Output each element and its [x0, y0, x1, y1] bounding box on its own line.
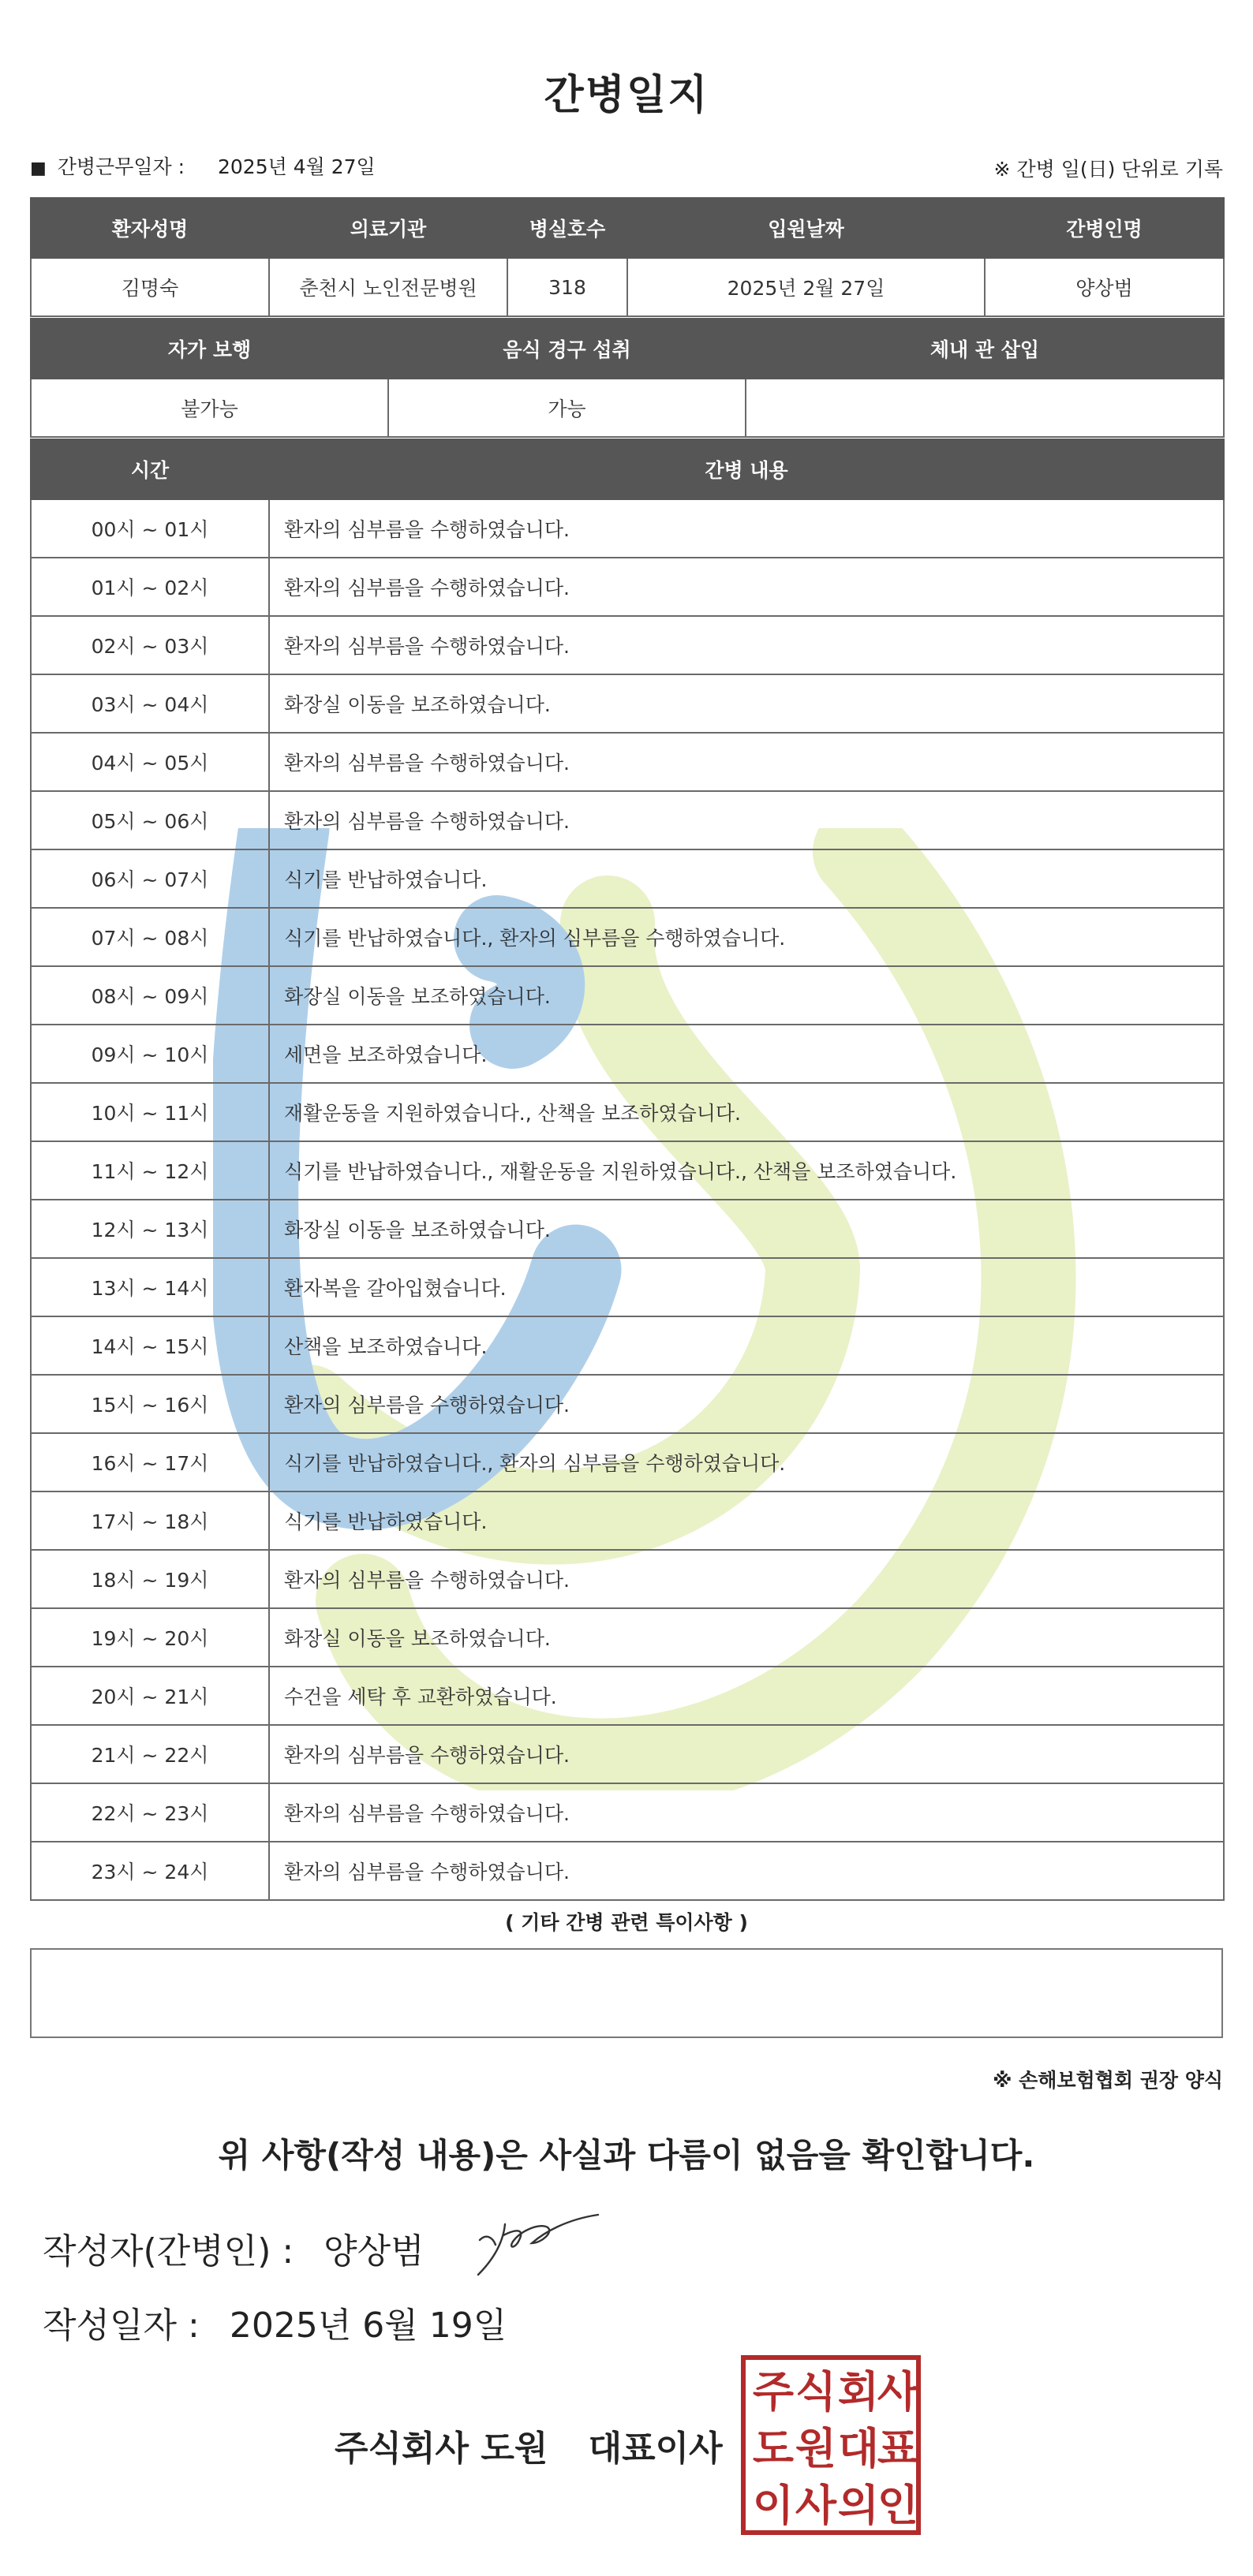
- written-date-value: 2025년 6월 19일: [229, 2305, 507, 2346]
- log-row: [31, 1433, 1224, 1491]
- writer-name: 양상범: [324, 2231, 425, 2272]
- log-row: [31, 908, 1224, 966]
- log-row: [31, 1491, 1224, 1550]
- log-content: 환자복을 갈아입혔습니다.: [269, 1258, 1224, 1316]
- log-row: [31, 966, 1224, 1025]
- log-content: 환자의 심부름을 수행하였습니다.: [269, 558, 1224, 616]
- log-content: 식기를 반납하였습니다., 환자의 심부름을 수행하였습니다.: [269, 1433, 1224, 1491]
- admission-date: 2025년 2월 27일: [627, 258, 985, 316]
- log-body: [31, 499, 1224, 1900]
- log-row: [31, 1375, 1224, 1433]
- svg-text:의: 의: [837, 2481, 880, 2530]
- log-time: 08시 ~ 09시: [31, 966, 269, 1025]
- log-content: 세면을 보조하였습니다.: [269, 1025, 1224, 1083]
- patient-name: 김명숙: [31, 258, 269, 316]
- log-time: 22시 ~ 23시: [31, 1783, 269, 1842]
- log-time: 19시 ~ 20시: [31, 1608, 269, 1667]
- log-time: 16시 ~ 17시: [31, 1433, 269, 1491]
- log-row: [31, 499, 1224, 558]
- log-time: 06시 ~ 07시: [31, 849, 269, 908]
- log-time: 13시 ~ 14시: [31, 1258, 269, 1316]
- log-time: 15시 ~ 16시: [31, 1375, 269, 1433]
- log-content: 환자의 심부름을 수행하였습니다.: [269, 1842, 1224, 1900]
- header-time: 시간: [31, 439, 269, 499]
- header-admission-date: 입원날짜: [627, 198, 985, 258]
- company-seal: [740, 2354, 922, 2536]
- log-content: 화장실 이동을 보조하였습니다.: [269, 1200, 1224, 1258]
- log-row: [31, 558, 1224, 616]
- log-row: [31, 1725, 1224, 1783]
- log-time: 02시 ~ 03시: [31, 616, 269, 674]
- self-walking-value: 불가능: [31, 379, 388, 437]
- log-time: 05시 ~ 06시: [31, 791, 269, 849]
- oral-intake-value: 가능: [388, 379, 746, 437]
- header-tube-insertion: 체내 관 삽입: [746, 319, 1224, 379]
- log-row: [31, 1842, 1224, 1900]
- log-time: 10시 ~ 11시: [31, 1083, 269, 1141]
- log-time: 04시 ~ 05시: [31, 733, 269, 791]
- writer-line: [43, 2223, 425, 2273]
- patient-info-table: [30, 197, 1225, 317]
- log-row: [31, 616, 1224, 674]
- svg-text:원: 원: [795, 2424, 837, 2473]
- log-content: 환자의 심부름을 수행하였습니다.: [269, 791, 1224, 849]
- svg-text:사: 사: [877, 2367, 919, 2417]
- log-content: 화장실 이동을 보조하였습니다.: [269, 674, 1224, 733]
- work-date-label: 간병근무일자 :: [57, 155, 185, 178]
- log-content: 환자의 심부름을 수행하였습니다.: [269, 1550, 1224, 1608]
- log-time: 20시 ~ 21시: [31, 1667, 269, 1725]
- log-time: 17시 ~ 18시: [31, 1491, 269, 1550]
- log-row: [31, 849, 1224, 908]
- log-row: [31, 674, 1224, 733]
- log-time: 21시 ~ 22시: [31, 1725, 269, 1783]
- log-row: [31, 1667, 1224, 1725]
- log-row: [31, 1141, 1224, 1200]
- log-time: 07시 ~ 08시: [31, 908, 269, 966]
- header-care-content: 간병 내용: [269, 439, 1224, 499]
- log-content: 환자의 심부름을 수행하였습니다.: [269, 499, 1224, 558]
- log-time: 14시 ~ 15시: [31, 1316, 269, 1375]
- hourly-log-table: [30, 439, 1225, 1901]
- svg-text:대: 대: [837, 2424, 880, 2473]
- log-row: [31, 1316, 1224, 1375]
- header-oral-intake: 음식 경구 섭취: [388, 319, 746, 379]
- header-self-walking: 자가 보행: [31, 319, 388, 379]
- patient-info-value-row: [31, 258, 1224, 316]
- notes-box: [30, 1948, 1223, 2038]
- log-content: 환자의 심부름을 수행하였습니다.: [269, 733, 1224, 791]
- square-bullet-icon: ■: [30, 159, 47, 178]
- institution: 춘천시 노인전문병원: [269, 258, 507, 316]
- caregiver-name: 양상범: [985, 258, 1224, 316]
- log-content: 식기를 반납하였습니다.: [269, 849, 1224, 908]
- svg-text:인: 인: [877, 2481, 919, 2530]
- svg-text:이: 이: [752, 2481, 795, 2530]
- log-row: [31, 1608, 1224, 1667]
- log-content: 수건을 세탁 후 교환하였습니다.: [269, 1667, 1224, 1725]
- log-time: 09시 ~ 10시: [31, 1025, 269, 1083]
- svg-text:도: 도: [752, 2424, 795, 2473]
- log-row: [31, 1258, 1224, 1316]
- room-number: 318: [507, 258, 627, 316]
- svg-text:주: 주: [752, 2367, 795, 2417]
- log-content: 산책을 보조하였습니다.: [269, 1316, 1224, 1375]
- work-date-value: 2025년 4월 27일: [217, 155, 376, 178]
- log-row: [31, 733, 1224, 791]
- svg-text:사: 사: [795, 2481, 837, 2530]
- confirmation-statement: 위 사항(작성 내용)은 사실과 다름이 없음을 확인합니다.: [218, 2136, 1035, 2175]
- log-header-row: [31, 439, 1224, 499]
- representative-title: 대표이사: [588, 2429, 723, 2469]
- svg-text:식: 식: [795, 2367, 837, 2417]
- tube-insertion-value: [746, 379, 1224, 437]
- header-caregiver-name: 간병인명: [985, 198, 1224, 258]
- log-content: 식기를 반납하였습니다., 재활운동을 지원하였습니다., 산책을 보조하였습니다.: [269, 1141, 1224, 1200]
- svg-text:표: 표: [877, 2424, 919, 2473]
- log-time: 03시 ~ 04시: [31, 674, 269, 733]
- log-content: 환자의 심부름을 수행하였습니다.: [269, 616, 1224, 674]
- log-time: 11시 ~ 12시: [31, 1141, 269, 1200]
- log-time: 01시 ~ 02시: [31, 558, 269, 616]
- log-content: 식기를 반납하였습니다.: [269, 1491, 1224, 1550]
- log-row: [31, 1550, 1224, 1608]
- writer-label: 작성자(간병인) :: [43, 2231, 294, 2272]
- log-row: [31, 1083, 1224, 1141]
- header-patient-name: 환자성명: [31, 198, 269, 258]
- log-content: 화장실 이동을 보조하였습니다.: [269, 966, 1224, 1025]
- notes-title: ( 기타 간병 관련 특이사항 ): [505, 1911, 748, 1934]
- work-date-line: [30, 151, 376, 180]
- log-time: 12시 ~ 13시: [31, 1200, 269, 1258]
- form-note: ※ 손해보험협회 권장 양식: [993, 2069, 1223, 2092]
- unit-note: ※ 간병 일(日) 단위로 기록: [993, 158, 1223, 181]
- log-content: 화장실 이동을 보조하였습니다.: [269, 1608, 1224, 1667]
- log-row: [31, 791, 1224, 849]
- company-line: [335, 2420, 723, 2470]
- log-row: [31, 1783, 1224, 1842]
- log-content: 재활운동을 지원하였습니다., 산책을 보조하였습니다.: [269, 1083, 1224, 1141]
- log-time: 00시 ~ 01시: [31, 499, 269, 558]
- log-time: 23시 ~ 24시: [31, 1842, 269, 1900]
- status-header-row: [31, 319, 1224, 379]
- log-time: 18시 ~ 19시: [31, 1550, 269, 1608]
- log-content: 환자의 심부름을 수행하였습니다.: [269, 1783, 1224, 1842]
- written-date-line: [43, 2297, 507, 2347]
- log-row: [31, 1025, 1224, 1083]
- written-date-label: 작성일자 :: [43, 2305, 200, 2346]
- page-title: 간병일지: [544, 72, 709, 119]
- log-content: 식기를 반납하였습니다., 환자의 심부름을 수행하였습니다.: [269, 908, 1224, 966]
- header-room-number: 병실호수: [507, 198, 627, 258]
- company-name: 주식회사 도원: [335, 2429, 548, 2469]
- log-content: 환자의 심부름을 수행하였습니다.: [269, 1725, 1224, 1783]
- status-value-row: [31, 379, 1224, 437]
- header-institution: 의료기관: [269, 198, 507, 258]
- patient-info-header-row: [31, 198, 1224, 258]
- svg-text:회: 회: [837, 2367, 880, 2417]
- log-row: [31, 1200, 1224, 1258]
- log-content: 환자의 심부름을 수행하였습니다.: [269, 1375, 1224, 1433]
- handwritten-signature: [472, 2208, 614, 2279]
- patient-status-table: [30, 318, 1225, 438]
